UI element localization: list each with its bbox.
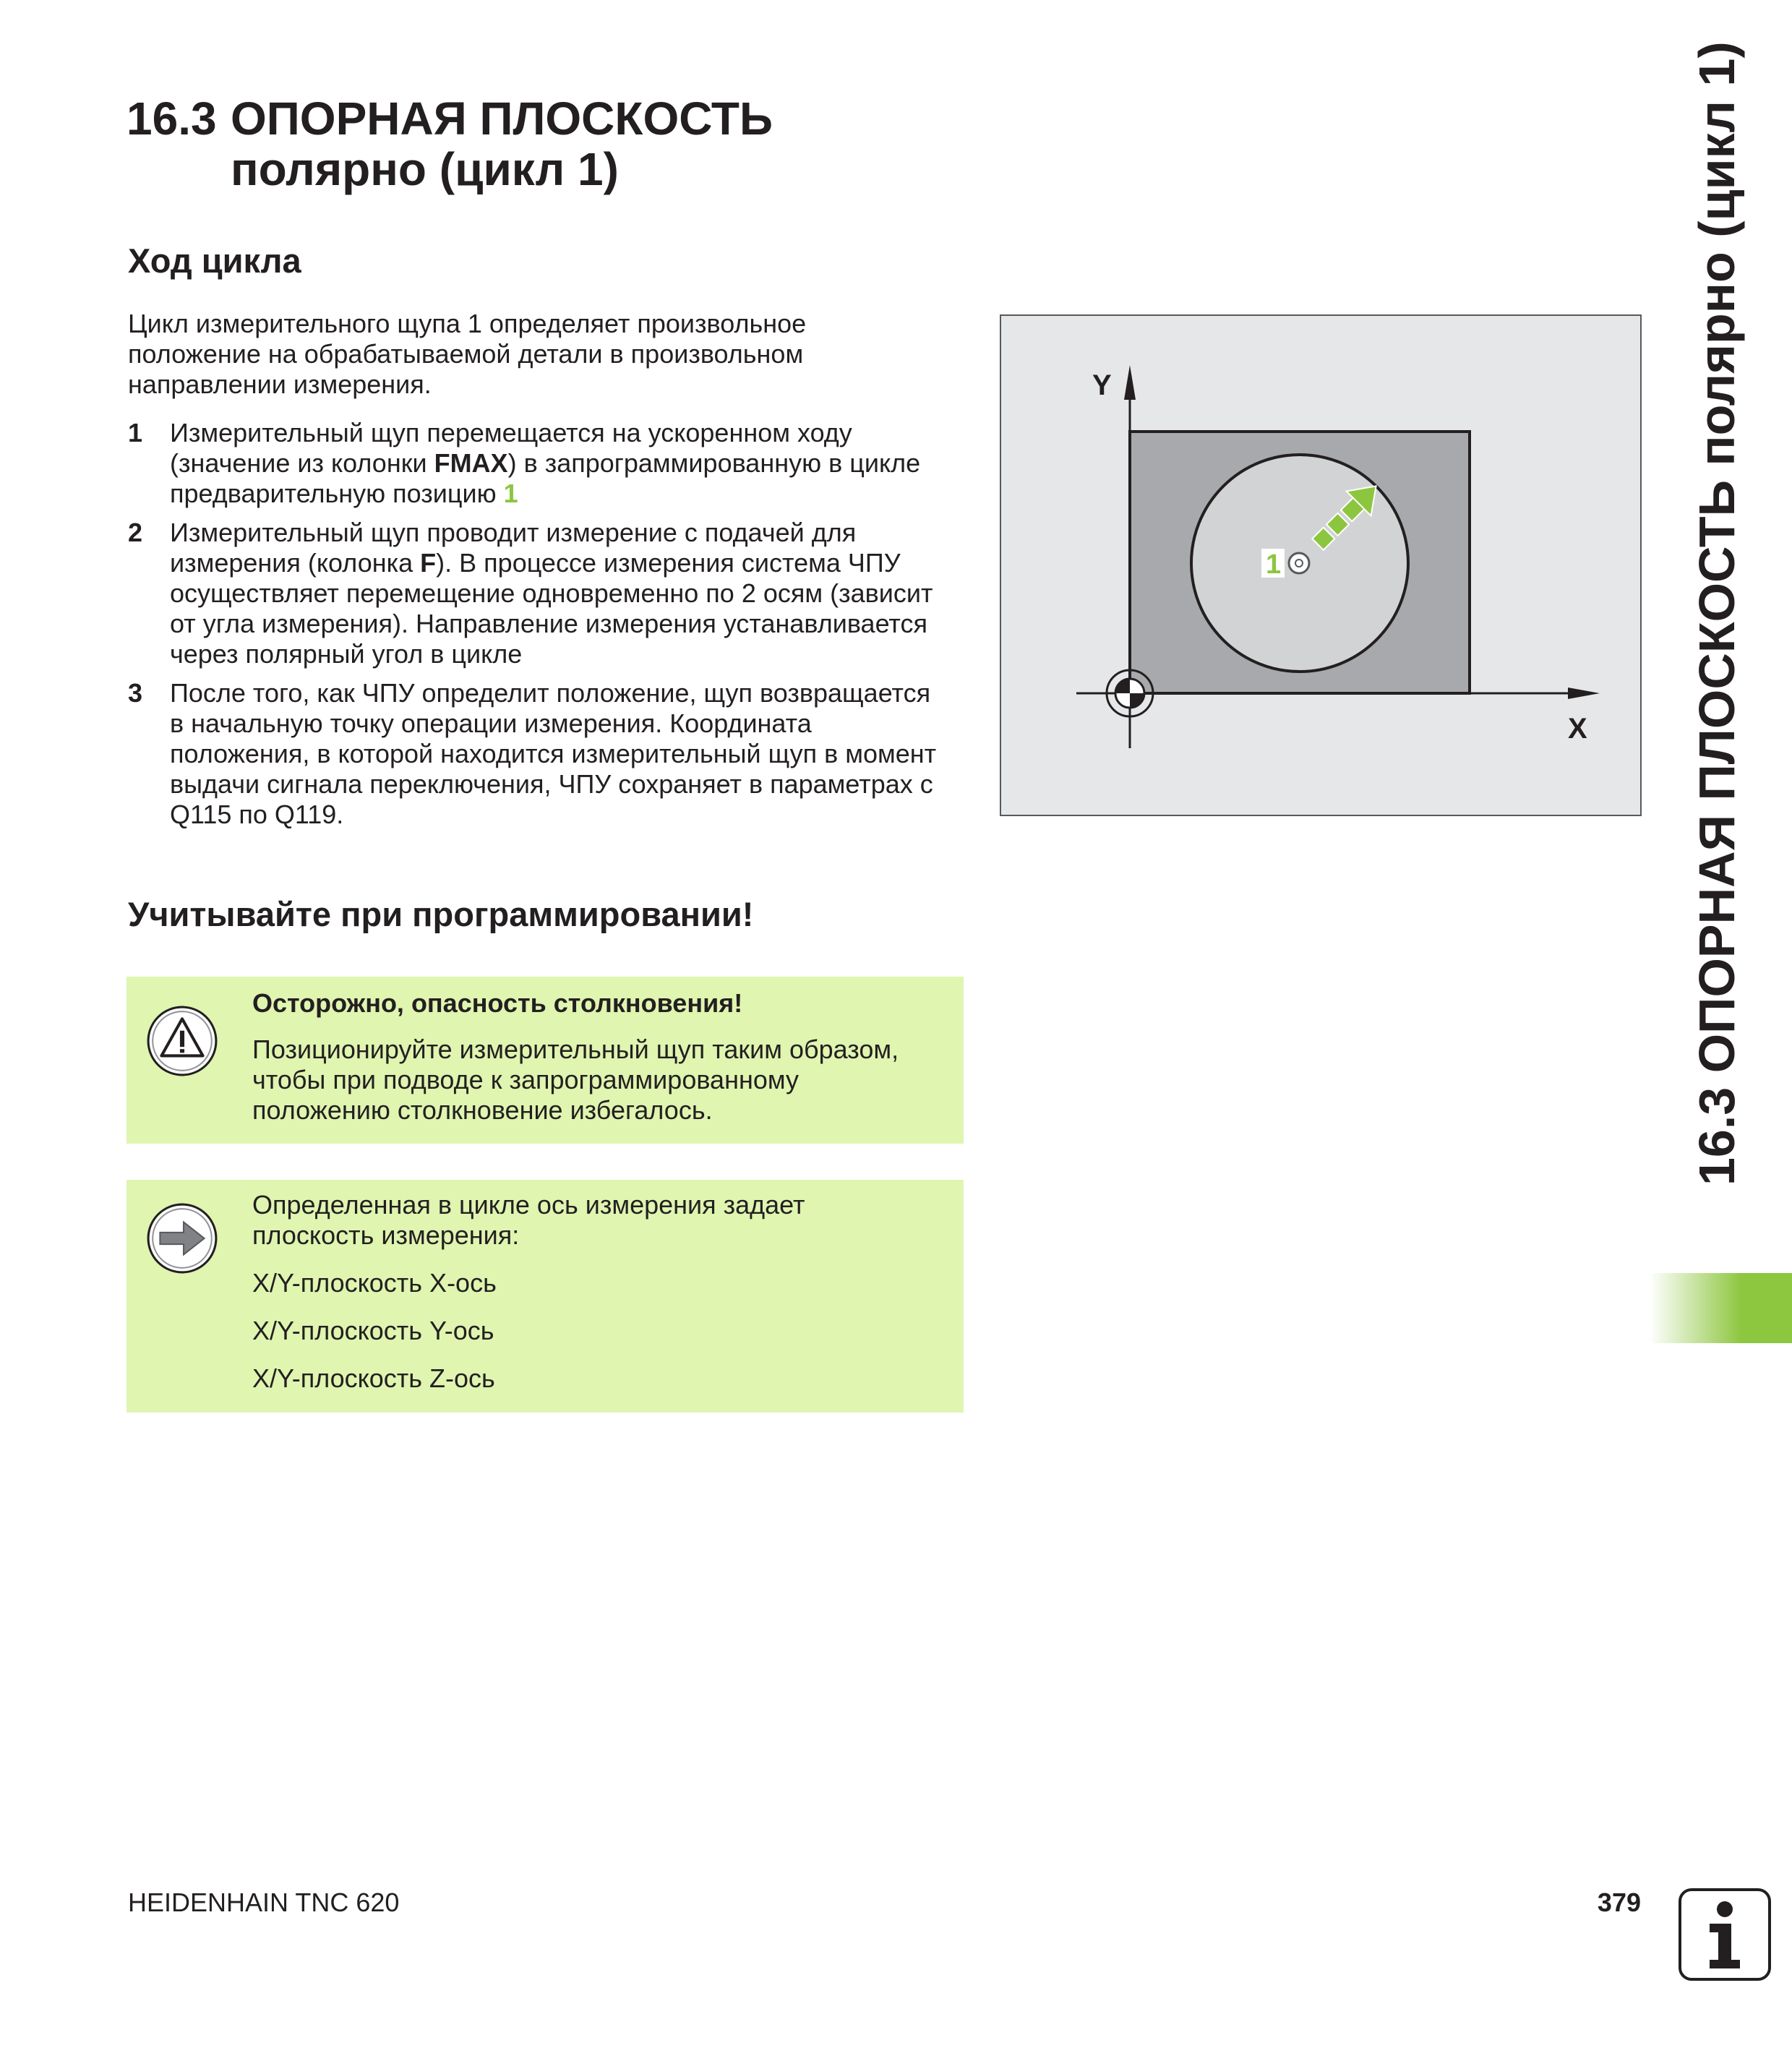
warning-line: чтобы при подводе к запрограммированному bbox=[252, 1065, 799, 1094]
step-line: через полярный угол в цикле bbox=[170, 639, 523, 669]
step-text: предварительную позицию bbox=[170, 479, 504, 508]
step-line bbox=[170, 448, 959, 479]
y-axis-label: Y bbox=[1092, 369, 1112, 401]
intro-line: направлении измерения. bbox=[128, 369, 432, 399]
warning-note bbox=[127, 977, 964, 1144]
step-number: 3 bbox=[128, 678, 143, 708]
step-line: положения, в которой находится измерительный щуп в момент bbox=[170, 739, 937, 768]
step-line: Измерительный щуп проводит измерение с подачей для bbox=[170, 518, 857, 547]
list-item: X/Y-плоскость Y-ось bbox=[252, 1316, 494, 1345]
info-line: плоскость измерения: bbox=[252, 1220, 520, 1250]
position-marker: 1 bbox=[503, 479, 518, 508]
page-number: 379 bbox=[1597, 1888, 1641, 1917]
side-chapter-title: 16.3 ОПОРНАЯ ПЛОСКОСТЬ полярно (цикл 1) bbox=[1689, 41, 1745, 1186]
cycle-intro bbox=[128, 309, 952, 400]
list-item: X/Y-плоскость Z-ось bbox=[252, 1363, 495, 1393]
footer-product: HEIDENHAIN TNC 620 bbox=[128, 1888, 400, 1917]
column-name: FMAX bbox=[434, 448, 508, 478]
step-line: в начальную точку операции измерения. Координата bbox=[170, 708, 812, 738]
info-text bbox=[252, 1190, 946, 1394]
x-axis-label: X bbox=[1568, 713, 1587, 745]
step-line bbox=[170, 548, 959, 578]
cycle-steps-list bbox=[128, 418, 959, 839]
step-text: ). В процессе измерения система ЧПУ bbox=[436, 548, 901, 578]
cycle-heading: Ход цикла bbox=[128, 241, 301, 280]
step-text: измерения (колонка bbox=[170, 548, 421, 578]
list-item bbox=[128, 678, 959, 830]
warning-text bbox=[252, 988, 946, 1126]
step-line: осуществляет перемещение одновременно по 2 осям (зависит bbox=[170, 578, 933, 608]
section-number: 16.3 bbox=[127, 93, 217, 145]
info-note bbox=[127, 1180, 964, 1413]
arrow-right-icon bbox=[145, 1201, 219, 1275]
step-number: 1 bbox=[128, 418, 143, 447]
warning-triangle-icon bbox=[145, 1004, 219, 1078]
list-item: X/Y-плоскость X-ось bbox=[252, 1268, 497, 1298]
probing-diagram bbox=[1000, 314, 1642, 816]
step-line: выдачи сигнала переключения, ЧПУ сохраняет в параметрах с bbox=[170, 769, 933, 799]
step-text: (значение из колонки bbox=[170, 448, 434, 478]
info-line: Определенная в цикле ось измерения задает bbox=[252, 1190, 805, 1220]
point-label: 1 bbox=[1266, 549, 1282, 580]
column-name: F bbox=[420, 548, 437, 578]
warning-line: положению столкновение избегалось. bbox=[252, 1095, 713, 1125]
info-icon[interactable] bbox=[1678, 1888, 1772, 1981]
step-line: Измерительный щуп перемещается на ускоренном ходу bbox=[170, 418, 852, 447]
step-line: от угла измерения). Направление измерения устанавливается bbox=[170, 609, 927, 638]
warning-title: Осторожно, опасность столкновения! bbox=[252, 988, 743, 1018]
programming-heading: Учитывайте при программировании! bbox=[128, 895, 754, 933]
page-subtitle: полярно (цикл 1) bbox=[231, 143, 619, 195]
list-item bbox=[128, 418, 959, 509]
warning-line: Позиционируйте измерительный щуп таким образом, bbox=[252, 1034, 899, 1064]
step-line bbox=[170, 479, 959, 509]
page-title: ОПОРНАЯ ПЛОСКОСТЬ bbox=[231, 93, 773, 145]
step-number: 2 bbox=[128, 518, 143, 547]
chapter-tab bbox=[1650, 1273, 1792, 1343]
step-text: ) в запрограммированную в цикле bbox=[507, 448, 921, 478]
list-item bbox=[128, 518, 959, 669]
intro-line: Цикл измерительного щупа 1 определяет произвольное bbox=[128, 309, 807, 338]
step-line: Q115 по Q119. bbox=[170, 800, 344, 829]
intro-line: положение на обрабатываемой детали в произвольном bbox=[128, 339, 804, 369]
step-line: После того, как ЧПУ определит положение, щуп возвращается bbox=[170, 678, 931, 708]
